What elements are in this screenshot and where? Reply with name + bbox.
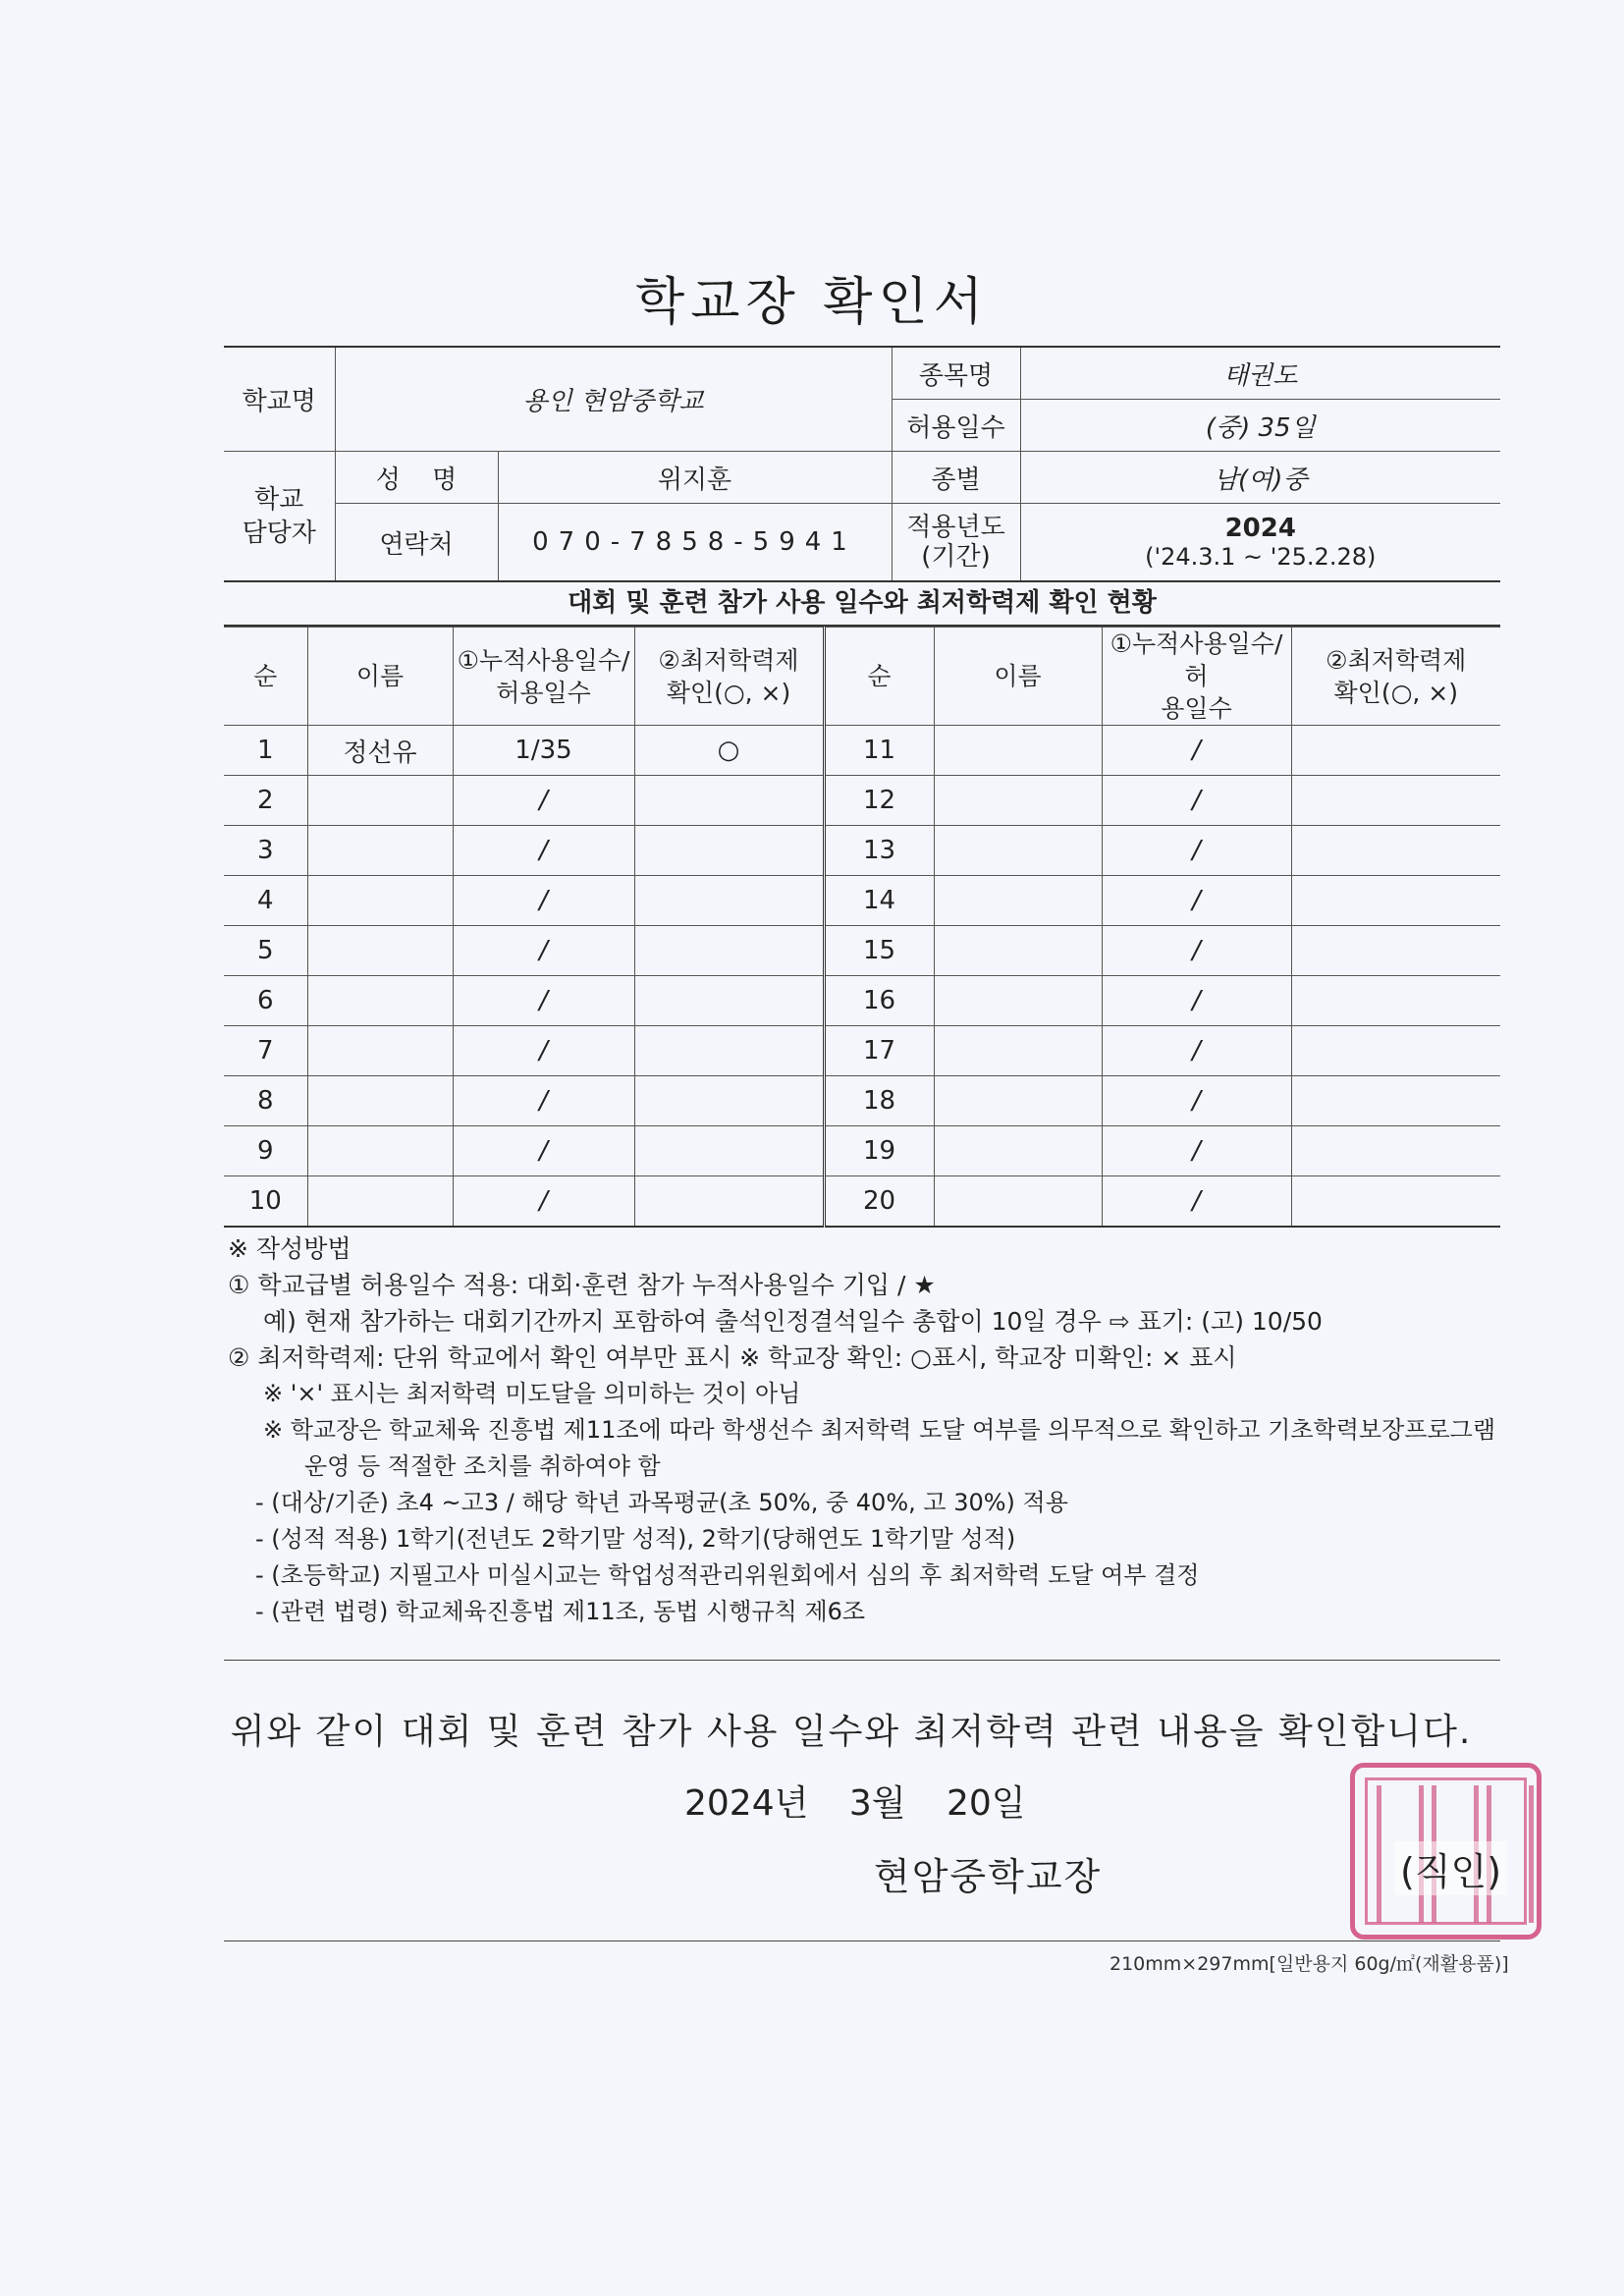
table-row	[224, 1026, 1500, 1076]
roster-table	[224, 627, 1500, 1228]
row-number: 11	[824, 726, 934, 776]
student-name	[934, 726, 1102, 776]
min-academic-check	[634, 1076, 824, 1126]
min-academic-check	[634, 876, 824, 926]
row-number: 1	[224, 726, 307, 776]
table-row	[224, 826, 1500, 876]
roster-header-cell: ②최저학력제 확인(○, ×)	[1291, 628, 1500, 726]
row-number: 5	[224, 926, 307, 976]
used-days: /	[1102, 826, 1291, 876]
name-value: 위지훈	[498, 452, 892, 504]
row-number: 12	[824, 776, 934, 826]
note-item-2: ② 최저학력제: 단위 학교에서 확인 여부만 표시 ※ 학교장 확인: ○표시, 학교장 미확인: × 표시	[228, 1343, 1237, 1372]
note-example: 예) 현재 참가하는 대회기간까지 포함하여 출석인정결석일수 총합이 10일 경우 ⇨ 표기: (고) 10/50	[263, 1307, 1323, 1336]
seal-mark-label: (직인)	[1394, 1841, 1507, 1895]
info-table	[224, 346, 1500, 582]
used-days: /	[453, 1126, 634, 1176]
note-sub-2-cont: 운영 등 적절한 조치를 취하여야 함	[304, 1452, 661, 1480]
used-days: /	[1102, 926, 1291, 976]
manager-label: 학교 담당자	[224, 452, 335, 582]
row-number: 9	[224, 1126, 307, 1176]
issue-date: 2024년 3월 20일	[684, 1783, 1026, 1824]
table-row	[224, 976, 1500, 1026]
student-name	[307, 976, 453, 1026]
row-number: 7	[224, 1026, 307, 1076]
roster-header-cell: 순	[224, 628, 307, 726]
year-value: 2024	[1224, 514, 1296, 543]
roster-header-cell: ①누적사용일수/ 허용일수	[453, 628, 634, 726]
name-label: 성 명	[335, 452, 498, 504]
min-academic-check	[634, 1026, 824, 1076]
used-days: /	[453, 876, 634, 926]
used-days: /	[1102, 1176, 1291, 1228]
used-days: /	[1102, 726, 1291, 776]
year-label: 적용년도 (기간)	[892, 504, 1020, 582]
row-number: 20	[824, 1176, 934, 1228]
contact-label: 연락처	[335, 504, 498, 582]
row-number: 4	[224, 876, 307, 926]
table-row	[224, 726, 1500, 776]
min-academic-check: ○	[634, 726, 824, 776]
divider-line	[224, 1660, 1500, 1661]
used-days: 1/35	[453, 726, 634, 776]
school-label: 학교명	[224, 347, 335, 452]
note-sub-2: ※ 학교장은 학교체육 진흥법 제11조에 따라 학생선수 최저학력 도달 여부를 의무적으로 확인하고 기초학력보장프로그램	[263, 1416, 1496, 1444]
min-academic-check	[634, 976, 824, 1026]
used-days: /	[1102, 876, 1291, 926]
used-days: /	[1102, 1126, 1291, 1176]
sport-value: 태권도	[1020, 347, 1500, 400]
min-academic-check	[1291, 1176, 1500, 1228]
student-name	[307, 776, 453, 826]
row-number: 6	[224, 976, 307, 1026]
min-academic-check	[1291, 1076, 1500, 1126]
student-name	[934, 876, 1102, 926]
min-academic-check	[1291, 876, 1500, 926]
roster-header-cell: 순	[824, 628, 934, 726]
notes-section	[228, 1230, 1504, 1630]
table-row	[224, 776, 1500, 826]
school-value: 용인 현암중학교	[335, 347, 892, 452]
row-number: 10	[224, 1176, 307, 1228]
student-name	[307, 1176, 453, 1228]
document-title: 학교장 확인서	[635, 273, 989, 332]
student-name	[307, 826, 453, 876]
used-days: /	[1102, 1026, 1291, 1076]
table-row	[224, 876, 1500, 926]
min-academic-check	[1291, 776, 1500, 826]
min-academic-check	[1291, 1026, 1500, 1076]
signer-title: 현암중학교장	[874, 1855, 1103, 1898]
gender-value: 남(여)중	[1020, 452, 1500, 504]
used-days: /	[453, 926, 634, 976]
note-dash-2: - (성적 적용) 1학기(전년도 2학기말 성적), 2학기(당해연도 1학기말 성적)	[255, 1525, 1016, 1553]
student-name	[934, 826, 1102, 876]
min-academic-check	[634, 1126, 824, 1176]
row-number: 14	[824, 876, 934, 926]
min-academic-check	[634, 1176, 824, 1228]
gender-label: 종별	[892, 452, 1020, 504]
roster-header-cell: 이름	[307, 628, 453, 726]
student-name: 정선유	[307, 726, 453, 776]
used-days: /	[1102, 976, 1291, 1026]
contact-value: 070-7858-5941	[498, 504, 892, 582]
year-cell	[1020, 504, 1500, 582]
min-academic-check	[1291, 926, 1500, 976]
period-value: ('24.3.1 ~ '25.2.28)	[1145, 543, 1377, 571]
used-days: /	[453, 976, 634, 1026]
min-academic-check	[1291, 976, 1500, 1026]
row-number: 15	[824, 926, 934, 976]
allowed-days-value: (중) 35일	[1020, 400, 1500, 452]
student-name	[934, 776, 1102, 826]
row-number: 8	[224, 1076, 307, 1126]
student-name	[934, 926, 1102, 976]
used-days: /	[453, 776, 634, 826]
sport-label: 종목명	[892, 347, 1020, 400]
used-days: /	[453, 826, 634, 876]
student-name	[307, 1126, 453, 1176]
row-number: 18	[824, 1076, 934, 1126]
student-name	[307, 926, 453, 976]
section-title: 대회 및 훈련 참가 사용 일수와 최저학력제 확인 현황	[224, 581, 1500, 627]
student-name	[934, 1126, 1102, 1176]
note-sub-1: ※ '×' 표시는 최저학력 미도달을 의미하는 것이 아님	[263, 1380, 801, 1407]
row-number: 13	[824, 826, 934, 876]
note-dash-1: - (대상/기준) 초4 ~고3 / 해당 학년 과목평균(초 50%, 중 40%, 고 30%) 적용	[255, 1489, 1068, 1516]
row-number: 16	[824, 976, 934, 1026]
allowed-days-label: 허용일수	[892, 400, 1020, 452]
roster-body	[224, 726, 1500, 1228]
note-dash-3: - (초등학교) 지필고사 미실시교는 학업성적관리위원회에서 심의 후 최저학력 도달 여부 결정	[255, 1561, 1200, 1589]
roster-header-cell: ①누적사용일수/허 용일수	[1102, 628, 1291, 726]
confirm-statement: 위와 같이 대회 및 훈련 참가 사용 일수와 최저학력 관련 내용을 확인합니다.	[230, 1712, 1473, 1752]
used-days: /	[453, 1076, 634, 1126]
used-days: /	[453, 1176, 634, 1228]
student-name	[934, 976, 1102, 1026]
roster-header-cell: 이름	[934, 628, 1102, 726]
row-number: 17	[824, 1026, 934, 1076]
student-name	[307, 876, 453, 926]
roster-header-cell: ②최저학력제 확인(○, ×)	[634, 628, 824, 726]
min-academic-check	[634, 926, 824, 976]
note-heading: ※ 작성방법	[228, 1234, 352, 1263]
student-name	[934, 1176, 1102, 1228]
used-days: /	[453, 1026, 634, 1076]
table-row	[224, 1176, 1500, 1228]
row-number: 2	[224, 776, 307, 826]
note-dash-4: - (관련 법령) 학교체육진흥법 제11조, 동법 시행규칙 제6조	[255, 1598, 866, 1625]
row-number: 3	[224, 826, 307, 876]
used-days: /	[1102, 1076, 1291, 1126]
min-academic-check	[634, 826, 824, 876]
student-name	[934, 1076, 1102, 1126]
row-number: 19	[824, 1126, 934, 1176]
table-row	[224, 1126, 1500, 1176]
used-days: /	[1102, 776, 1291, 826]
min-academic-check	[1291, 826, 1500, 876]
min-academic-check	[1291, 1126, 1500, 1176]
min-academic-check	[1291, 726, 1500, 776]
note-item-1: ① 학교급별 허용일수 적용: 대회·훈련 참가 누적사용일수 기입 / ★	[228, 1271, 936, 1299]
paper-spec-footer: 210mm×297mm[일반용지 60g/㎡(재활용품)]	[1110, 1953, 1509, 1975]
min-academic-check	[634, 776, 824, 826]
student-name	[934, 1026, 1102, 1076]
roster-header-row	[224, 628, 1500, 726]
table-row	[224, 926, 1500, 976]
table-row	[224, 1076, 1500, 1126]
student-name	[307, 1026, 453, 1076]
student-name	[307, 1076, 453, 1126]
